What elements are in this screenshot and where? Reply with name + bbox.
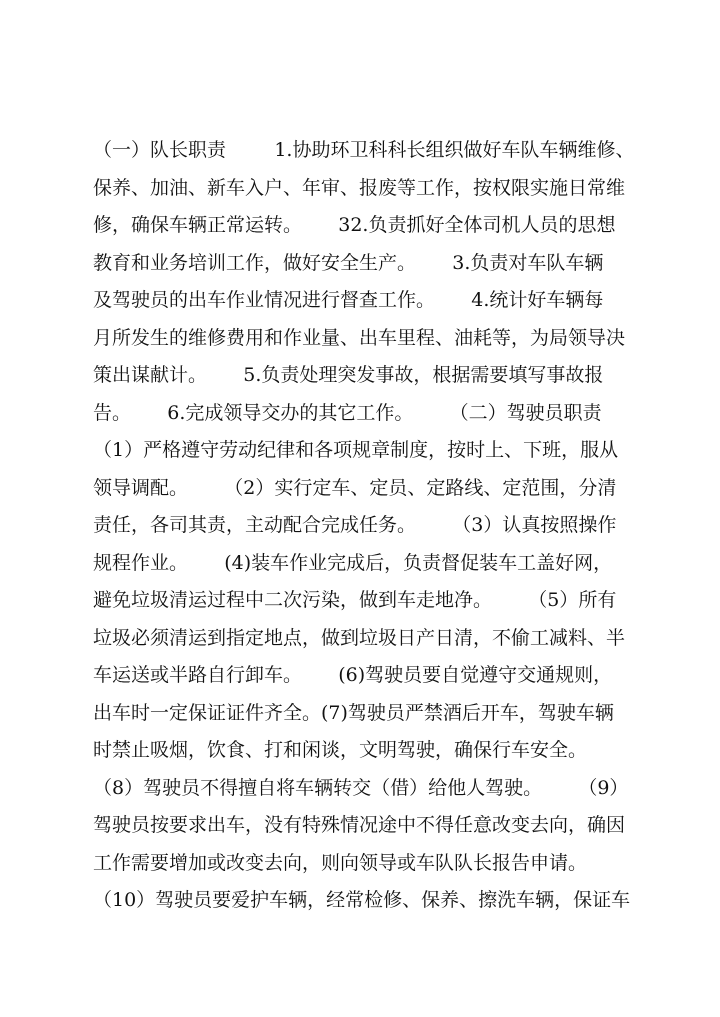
text-line: 保养、加油、新车入户、年审、报废等工作，按权限实施日常维	[93, 176, 626, 199]
text-line: （8）驾驶员不得擅自将车辆转交（借）给他人驾驶。 （9）	[93, 776, 629, 799]
text-line: 策出谋献计。 5.负责处理突发事故，根据需要填写事故报	[93, 364, 604, 386]
text-line: 避免垃圾清运过程中二次污染，做到车走地净。 （5）所有	[93, 589, 617, 611]
text-line: 规程作业。 (4)装车作业完成后，负责督促装车工盖好网，	[93, 551, 613, 574]
text-line: （1）严格遵守劳动纪律和各项规章制度，按时上、下班，服从	[93, 439, 619, 461]
text-line: 修，确保车辆正常运转。 32.负责抓好全体司机人员的思想	[93, 214, 616, 236]
document-body	[93, 132, 653, 920]
text-line: 责任，各司其责，主动配合完成任务。 （3）认真按照操作	[93, 514, 617, 536]
text-line: 出车时一定保证证件齐全。(7)驾驶员严禁酒后开车，驾驶车辆	[93, 701, 614, 724]
text-line: 垃圾必须清运到指定地点，做到垃圾日产日清，不偷工减料、半	[93, 626, 626, 649]
text-line: 车运送或半路自行卸车。 (6)驾驶员要自觉遵守交通规则，	[93, 664, 613, 686]
text-line: 工作需要增加或改变去向，则向领导或车队队长报告申请。	[93, 851, 588, 874]
text-line: 月所发生的维修费用和作业量、出车里程、油耗等，为局领导决	[93, 326, 626, 349]
text-line: 领导调配。 （2）实行定车、定员、定路线、定范围，分清	[93, 476, 617, 499]
text-line: 教育和业务培训工作，做好安全生产。 3.负责对车队车辆	[93, 251, 604, 274]
text-line: 告。 6.完成领导交办的其它工作。 （二）驾驶员职责	[93, 401, 602, 424]
text-line: （一）队长职责 1.协助环卫科科长组织做好车队车辆维修、	[93, 139, 635, 161]
text-line: 及驾驶员的出车作业情况进行督查工作。 4.统计好车辆每	[93, 289, 604, 311]
text-line: （10）驾驶员要爱护车辆，经常检修、保养、擦洗车辆，保证车	[93, 889, 631, 911]
text-line: 时禁止吸烟，饮食、打和闲谈，文明驾驶，确保行车安全。	[93, 739, 588, 761]
text-line: 驾驶员按要求出车，没有特殊情况途中不得任意改变去向，确因	[93, 814, 626, 836]
